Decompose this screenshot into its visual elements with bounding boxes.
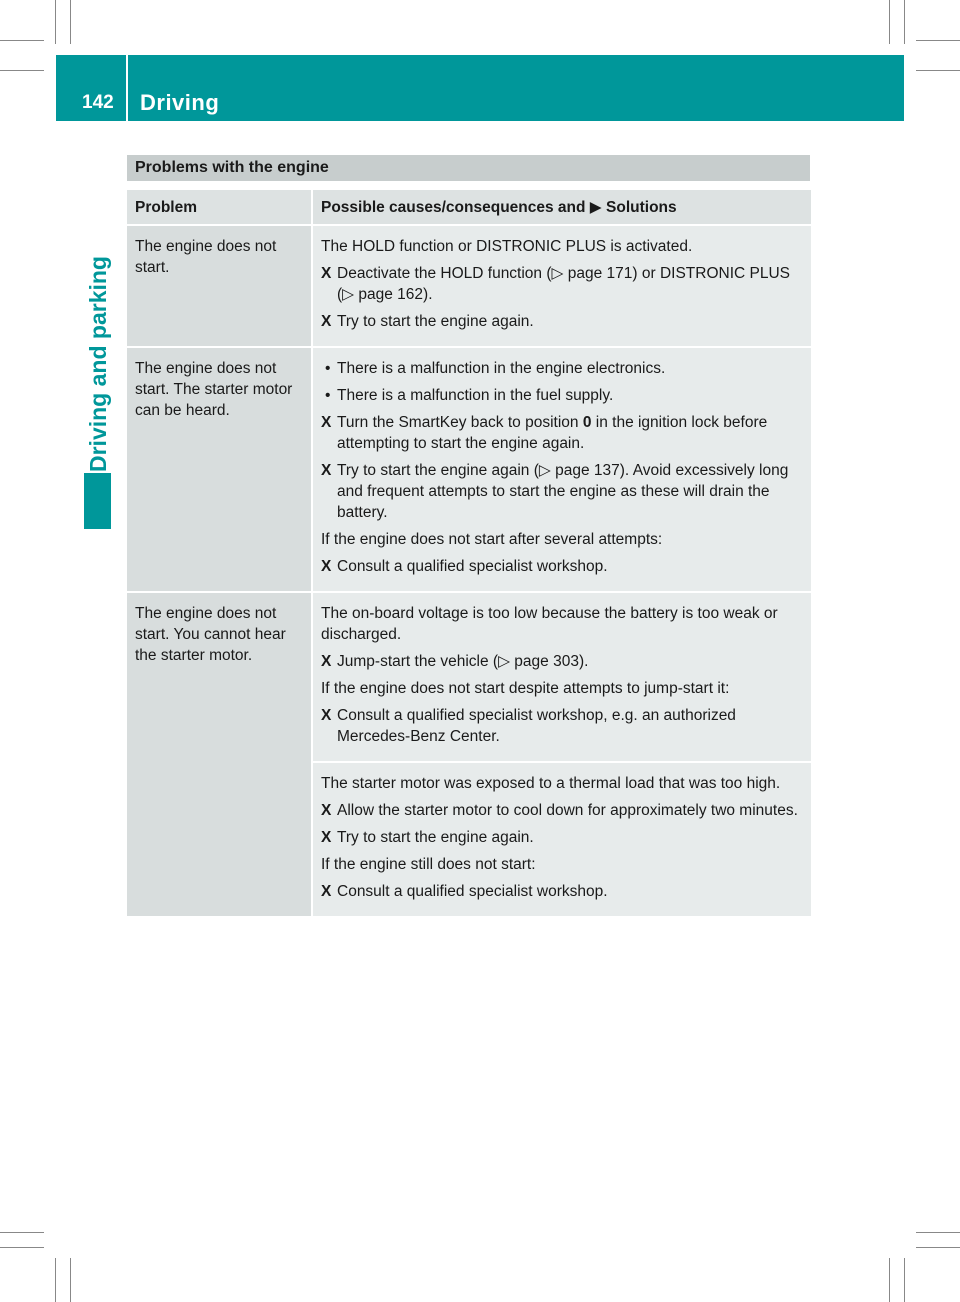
chapter-side-tab: Driving and parking: [85, 256, 111, 472]
table-row: [127, 348, 811, 593]
cause-bullet: [321, 385, 803, 406]
solution-cell: [311, 593, 811, 763]
step-text: Consult a qualified specialist workshop.: [337, 883, 608, 900]
crop-mark: [0, 70, 44, 71]
table-row: [127, 226, 811, 348]
bullet-icon: •: [325, 360, 331, 377]
solution-step: [321, 705, 803, 747]
bullet-text: There is a malfunction in the engine electronics.: [337, 360, 666, 377]
solution-cell: [311, 348, 811, 593]
solution-step: [321, 556, 803, 577]
crop-mark: [904, 1258, 905, 1302]
column-header-solutions-prefix: Possible causes/consequences and: [321, 198, 586, 216]
crop-mark: [0, 1247, 44, 1248]
step-arrow-icon: X: [321, 414, 332, 431]
step-arrow-icon: X: [321, 462, 332, 479]
cause-text: The HOLD function or DISTRONIC PLUS is activated.: [321, 238, 693, 255]
step-arrow-icon: X: [321, 707, 332, 724]
crop-mark: [916, 1232, 960, 1233]
chapter-marker: [84, 473, 111, 529]
crop-mark: [916, 70, 960, 71]
crop-mark: [904, 0, 905, 44]
step-text: Allow the starter motor to cool down for approximately two minutes.: [337, 802, 798, 819]
step-text: in the ignition lock before attempting to start the engine again.: [337, 414, 768, 452]
solution-step: [321, 311, 803, 332]
section-title: Driving: [140, 90, 220, 115]
table-row: [127, 593, 811, 763]
solution-cell: [311, 763, 811, 916]
column-header-problem: Problem: [127, 190, 311, 226]
step-text: Try to start the engine again.: [337, 829, 534, 846]
step-text: Consult a qualified specialist workshop, e.g. an authorized Mercedes-Benz Center.: [337, 707, 736, 745]
solution-step: [321, 651, 803, 672]
problem-cell: The engine does not start.: [127, 226, 311, 348]
step-text: Consult a qualified specialist workshop.: [337, 558, 608, 575]
step-arrow-icon: X: [321, 802, 332, 819]
solution-step: [321, 412, 803, 454]
table-title: Problems with the engine: [127, 155, 810, 181]
header-separator: [126, 55, 128, 121]
cause-text: The on-board voltage is too low because the battery is too weak or discharged.: [321, 605, 778, 643]
solution-step: [321, 881, 803, 902]
play-arrow-icon: ▶: [589, 198, 602, 216]
step-arrow-icon: X: [321, 883, 332, 900]
condition-text: If the engine does not start after several attempts:: [321, 531, 663, 548]
crop-mark: [0, 40, 44, 41]
crop-mark: [916, 40, 960, 41]
crop-mark: [55, 1258, 56, 1302]
cause-text: The starter motor was exposed to a thermal load that was too high.: [321, 775, 781, 792]
step-arrow-icon: X: [321, 653, 332, 670]
bullet-icon: •: [325, 387, 331, 404]
crop-mark: [889, 1258, 890, 1302]
solution-step: [321, 800, 803, 821]
step-arrow-icon: X: [321, 829, 332, 846]
table-header-row: [127, 190, 811, 226]
condition-text: If the engine does not start despite attempts to jump-start it:: [321, 680, 730, 697]
crop-mark: [889, 0, 890, 44]
condition-text: If the engine still does not start:: [321, 856, 536, 873]
troubleshooting-table: [127, 190, 811, 916]
solution-cell: [311, 226, 811, 348]
column-header-solutions: [311, 190, 811, 226]
bullet-text: There is a malfunction in the fuel supply.: [337, 387, 614, 404]
solution-step: [321, 263, 803, 305]
solution-step: [321, 827, 803, 848]
problem-cell: The engine does not start. The starter motor can be heard.: [127, 348, 311, 593]
crop-mark: [70, 0, 71, 44]
crop-mark: [70, 1258, 71, 1302]
page-number: 142: [82, 92, 114, 113]
step-arrow-icon: X: [321, 558, 332, 575]
column-header-solutions-suffix: Solutions: [606, 198, 677, 216]
cause-bullet: [321, 358, 803, 379]
step-text: Jump-start the vehicle (▷ page 303).: [337, 653, 589, 670]
problem-cell: The engine does not start. You cannot hear the starter motor.: [127, 593, 311, 916]
step-arrow-icon: X: [321, 313, 332, 330]
step-text: Try to start the engine again (▷ page 137). Avoid excessively long and frequent attempts to start the engine as these will drain the battery.: [337, 462, 789, 521]
crop-mark: [916, 1247, 960, 1248]
crop-mark: [0, 1232, 44, 1233]
crop-mark: [55, 0, 56, 44]
step-text: Deactivate the HOLD function (▷ page 171) or DISTRONIC PLUS (▷ page 162).: [337, 265, 790, 303]
step-text: Turn the SmartKey back to position: [337, 414, 579, 431]
step-text: Try to start the engine again.: [337, 313, 534, 330]
step-arrow-icon: X: [321, 265, 332, 282]
solution-step: [321, 460, 803, 523]
ignition-position: 0: [582, 414, 592, 431]
